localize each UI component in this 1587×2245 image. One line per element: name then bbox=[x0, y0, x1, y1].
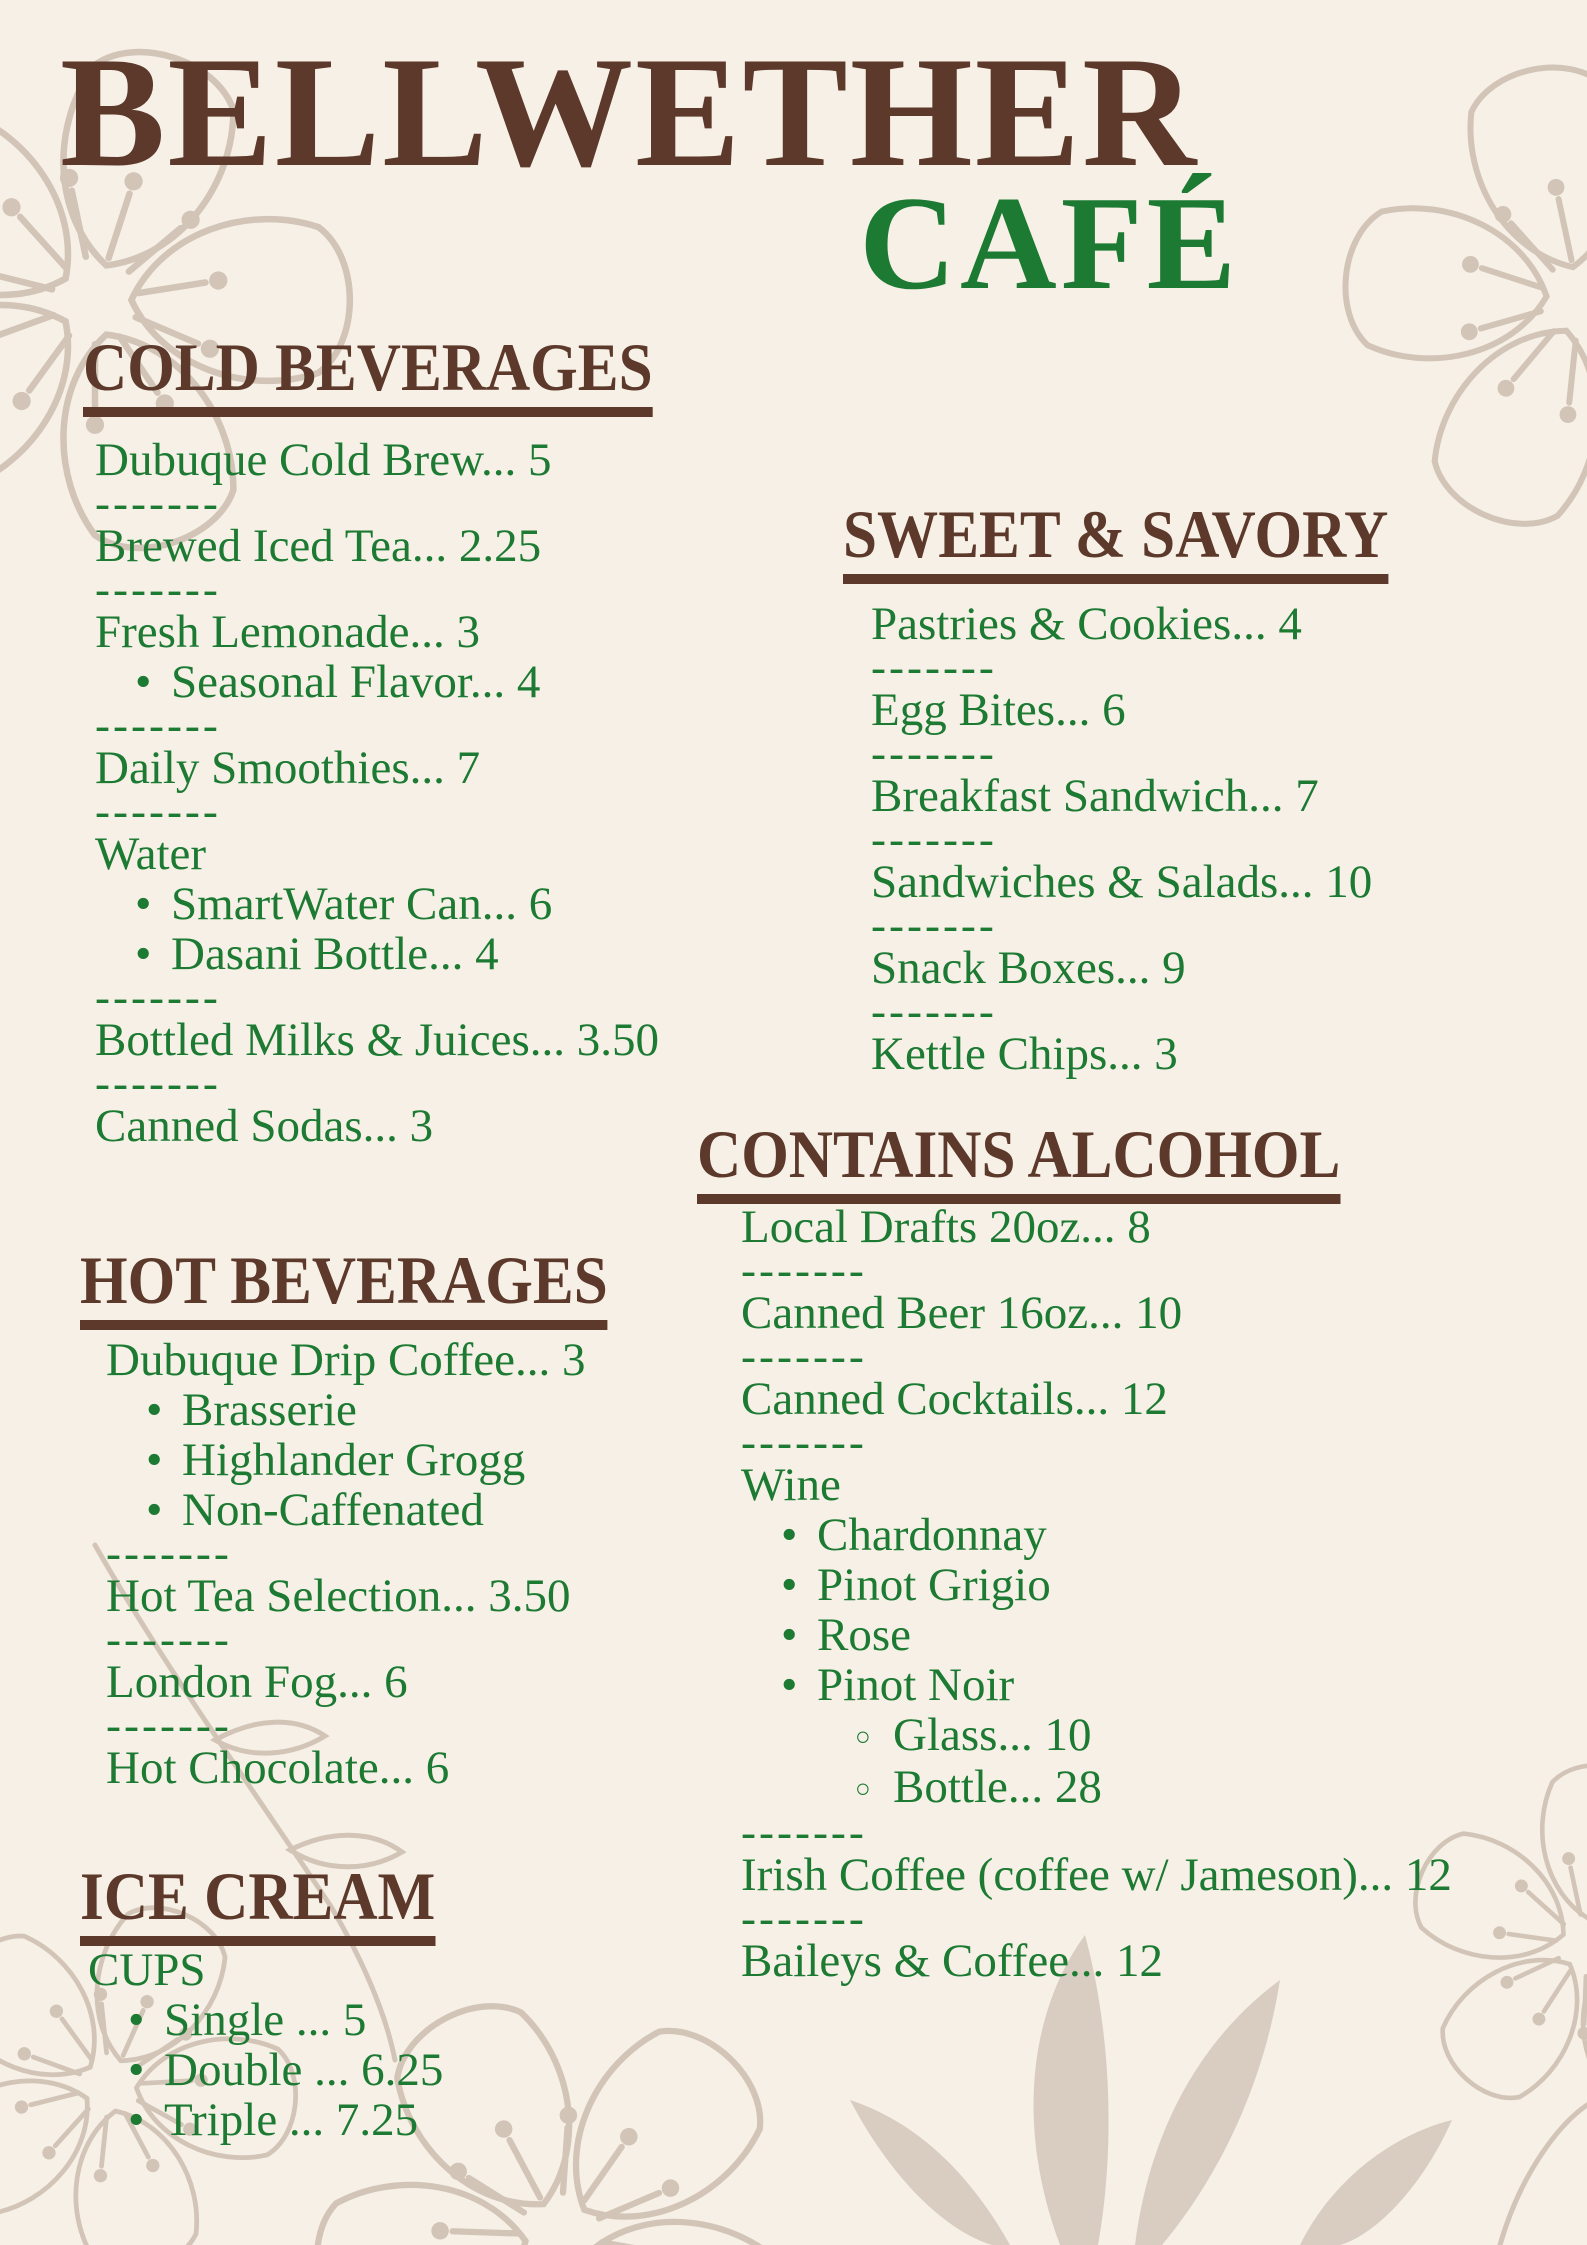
bullet-dot-icon: • bbox=[146, 1484, 163, 1536]
menu-subitem bbox=[106, 1435, 585, 1485]
section-heading-contains-alcohol: CONTAINS ALCOHOL bbox=[697, 1120, 1340, 1204]
menu-item-text: Hot Chocolate... 6 bbox=[106, 1742, 450, 1794]
menu-item-text: Daily Smoothies... 7 bbox=[95, 742, 481, 794]
bullet-dot-icon: • bbox=[781, 1559, 798, 1611]
separator-dashes: ------- bbox=[871, 728, 997, 778]
bullet-dot-icon: • bbox=[146, 1434, 163, 1486]
bullet-dot-icon: • bbox=[135, 928, 152, 980]
section-heading-hot-beverages: HOT BEVERAGES bbox=[80, 1246, 608, 1330]
bullet-dot-icon: • bbox=[135, 878, 152, 930]
separator-dashes: ------- bbox=[95, 786, 221, 836]
menu-item bbox=[95, 829, 659, 879]
separator-dashes: ------- bbox=[871, 900, 997, 950]
separator-dashes: ------- bbox=[871, 814, 997, 864]
menu-item-text: Canned Sodas... 3 bbox=[95, 1100, 434, 1152]
menu-item-text: Dubuque Cold Brew... 5 bbox=[95, 434, 552, 486]
menu-item bbox=[106, 1335, 585, 1385]
menu-item-text: Canned Cocktails... 12 bbox=[741, 1373, 1168, 1425]
menu-item-text: Dasani Bottle... 4 bbox=[171, 928, 499, 980]
separator-dashes: ------- bbox=[871, 986, 997, 1036]
menu-item bbox=[741, 1460, 1452, 1510]
menu-item-text: Brewed Iced Tea... 2.25 bbox=[95, 520, 542, 572]
menu-item bbox=[95, 607, 659, 657]
menu-item-text: Bottled Milks & Juices... 3.50 bbox=[95, 1014, 659, 1066]
menu-item-text: Dubuque Drip Coffee... 3 bbox=[106, 1334, 586, 1386]
menu-item-text: Breakfast Sandwich... 7 bbox=[871, 770, 1319, 822]
separator-dashes: ------- bbox=[741, 1893, 867, 1943]
separator-dashes: ------- bbox=[741, 1807, 867, 1857]
section-heading-sweet-savory: SWEET & SAVORY bbox=[843, 500, 1388, 584]
menu-item-text: Double ... 6.25 bbox=[164, 2044, 444, 2096]
menu-item-text: Pastries & Cookies... 4 bbox=[871, 598, 1302, 650]
menu-subitem bbox=[88, 2045, 443, 2095]
menu-item-text: Hot Tea Selection... 3.50 bbox=[106, 1570, 571, 1622]
separator-dashes: ------- bbox=[95, 564, 221, 614]
menu-item bbox=[95, 1101, 659, 1151]
separator-dashes: ------- bbox=[741, 1417, 867, 1467]
bullet-dot-icon: • bbox=[135, 656, 152, 708]
menu-item-text: Irish Coffee (coffee w/ Jameson)... 12 bbox=[741, 1849, 1452, 1901]
menu-subitem bbox=[741, 1710, 1452, 1762]
bullet-dot-icon: • bbox=[128, 2094, 145, 2146]
menu-item-text: Fresh Lemonade... 3 bbox=[95, 606, 481, 658]
section-heading-ice-cream: ICE CREAM bbox=[80, 1862, 435, 1946]
menu-item-text: Wine bbox=[741, 1459, 841, 1511]
menu-item bbox=[741, 1936, 1452, 1986]
separator-dashes: ------- bbox=[95, 478, 221, 528]
stem-sketch-bottom-right bbox=[1500, 2105, 1587, 2245]
section-items-hot-beverages bbox=[106, 1335, 585, 1793]
cafe-title-primary: BELLWETHER bbox=[60, 25, 1199, 200]
menu-item-text: Triple ... 7.25 bbox=[164, 2094, 419, 2146]
bullet-dot-icon: • bbox=[128, 2044, 145, 2096]
cafe-title-secondary: CAFÉ bbox=[859, 169, 1240, 317]
menu-subitem bbox=[741, 1610, 1452, 1660]
menu-item-text: Bottle... 28 bbox=[893, 1761, 1102, 1813]
section-items-cold-beverages bbox=[95, 435, 659, 1151]
menu-subitem bbox=[88, 2095, 443, 2145]
menu-subitem bbox=[106, 1385, 585, 1435]
menu-item-text: Egg Bites... 6 bbox=[871, 684, 1126, 736]
separator-dashes: ------- bbox=[95, 700, 221, 750]
menu-item-text: Pinot Grigio bbox=[817, 1559, 1051, 1611]
menu-item-text: London Fog... 6 bbox=[106, 1656, 408, 1708]
menu-subitem bbox=[741, 1510, 1452, 1560]
separator-dashes: ------- bbox=[106, 1614, 232, 1664]
bullet-dot-icon: • bbox=[781, 1509, 798, 1561]
menu-item-text: Single ... 5 bbox=[164, 1994, 367, 2046]
section-items-sweet-savory bbox=[871, 599, 1372, 1079]
menu-item bbox=[106, 1743, 585, 1793]
menu-item-text: Seasonal Flavor... 4 bbox=[171, 656, 541, 708]
menu-item-text: Non-Caffenated bbox=[182, 1484, 484, 1536]
bullet-dot-icon: • bbox=[128, 1994, 145, 2046]
menu-item-text: Canned Beer 16oz... 10 bbox=[741, 1287, 1183, 1339]
menu-item-text: Sandwiches & Salads... 10 bbox=[871, 856, 1373, 908]
menu-item-text: Snack Boxes... 9 bbox=[871, 942, 1186, 994]
menu-item-text: Baileys & Coffee... 12 bbox=[741, 1935, 1164, 1987]
menu-item-text: Pinot Noir bbox=[817, 1659, 1015, 1711]
separator-dashes: ------- bbox=[95, 1058, 221, 1108]
menu-item-text: Chardonnay bbox=[817, 1509, 1047, 1561]
menu-item-text: Glass... 10 bbox=[893, 1709, 1092, 1761]
bullet-circle-icon: ○ bbox=[855, 1774, 871, 1803]
menu-item-text: CUPS bbox=[88, 1944, 206, 1996]
bullet-dot-icon: • bbox=[146, 1384, 163, 1436]
separator-dashes: ------- bbox=[741, 1245, 867, 1295]
menu-item-text: Local Drafts 20oz... 8 bbox=[741, 1201, 1151, 1253]
menu-subitem bbox=[88, 1995, 443, 2045]
bullet-dot-icon: • bbox=[781, 1659, 798, 1711]
menu-subitem bbox=[741, 1660, 1452, 1710]
separator-dashes: ------- bbox=[95, 972, 221, 1022]
menu-item bbox=[871, 1029, 1372, 1079]
menu-item bbox=[88, 1945, 443, 1995]
separator-dashes: ------- bbox=[106, 1528, 232, 1578]
menu-subitem bbox=[95, 879, 659, 929]
section-items-ice-cream bbox=[88, 1945, 443, 2145]
section-items-contains-alcohol bbox=[741, 1202, 1452, 1986]
separator-dashes: ------- bbox=[741, 1331, 867, 1381]
section-heading-cold-beverages: COLD BEVERAGES bbox=[83, 333, 653, 417]
menu-item-text: SmartWater Can... 6 bbox=[171, 878, 553, 930]
menu-item-text: Rose bbox=[817, 1609, 911, 1661]
separator-dashes: ------- bbox=[871, 642, 997, 692]
menu-subitem bbox=[741, 1560, 1452, 1610]
menu-item-text: Brasserie bbox=[182, 1384, 357, 1436]
menu-item-text: Water bbox=[95, 828, 207, 880]
bullet-circle-icon: ○ bbox=[855, 1722, 871, 1751]
bullet-dot-icon: • bbox=[781, 1609, 798, 1661]
menu-item-text: Kettle Chips... 3 bbox=[871, 1028, 1178, 1080]
separator-dashes: ------- bbox=[106, 1700, 232, 1750]
menu-item-text: Highlander Grogg bbox=[182, 1434, 526, 1486]
